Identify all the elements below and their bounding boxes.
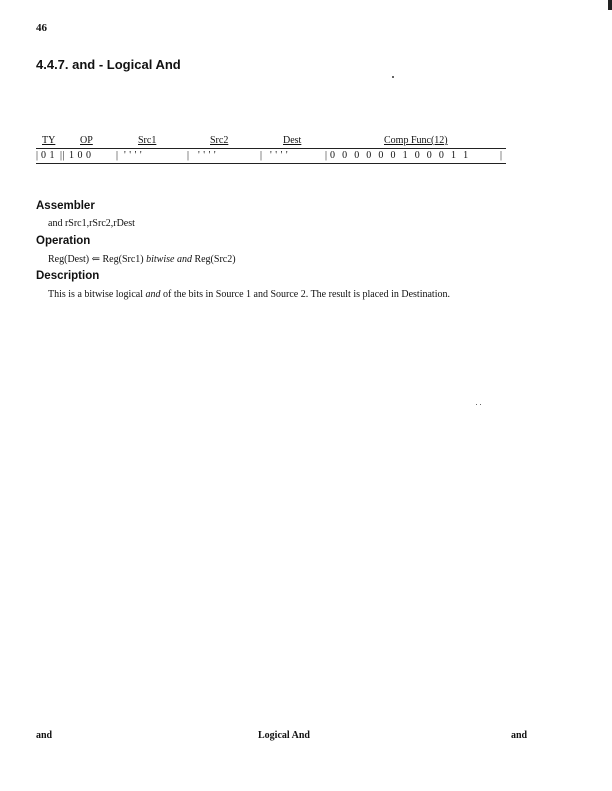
bits-src2: ' ' ' ' xyxy=(198,150,217,161)
bit-divider: | xyxy=(500,150,503,161)
scan-speck xyxy=(480,404,481,405)
section-title: 4.4.7. and - Logical And xyxy=(36,57,181,72)
bits-ty: 0 1 xyxy=(41,150,55,161)
page-number: 46 xyxy=(36,22,47,34)
description-heading: Description xyxy=(36,270,100,282)
operation-rhs-src2: Reg(Src2) xyxy=(194,254,236,265)
field-label-ty: TY xyxy=(42,135,56,146)
description-text xyxy=(48,289,450,300)
operation-lhs: Reg(Dest) xyxy=(48,254,90,265)
description-text-start: This is a bitwise logical xyxy=(48,289,143,300)
bits-src1: ' ' ' ' xyxy=(124,150,143,161)
description-text-end: of the bits in Source 1 and Source 2. The result is placed in Destination. xyxy=(163,289,450,300)
bits-comp-func: 0 0 0 0 0 0 1 0 0 0 1 1 xyxy=(330,150,471,161)
field-label-dest: Dest xyxy=(283,135,302,146)
bit-divider: | xyxy=(36,150,39,161)
field-label-src2: Src2 xyxy=(210,135,229,146)
bit-divider: | xyxy=(260,150,263,161)
operation-rhs-src1: Reg(Src1) xyxy=(102,254,144,265)
footer-left: and xyxy=(36,730,53,741)
bits-dest: ' ' ' ' xyxy=(270,150,289,161)
bit-row-underline xyxy=(36,163,506,164)
operation-bitwise-and: bitwise and xyxy=(146,254,192,265)
scan-edge-mark xyxy=(608,0,612,10)
operation-heading: Operation xyxy=(36,235,91,247)
field-label-src1: Src1 xyxy=(138,135,157,146)
bits-op: 1 0 0 xyxy=(69,150,92,161)
assembler-heading: Assembler xyxy=(36,200,95,212)
operation-expression xyxy=(48,254,236,265)
bit-divider: || xyxy=(60,150,66,161)
footer-center: Logical And xyxy=(258,730,310,741)
footer-right: and xyxy=(511,730,528,741)
field-label-op: OP xyxy=(80,135,93,146)
bit-divider: | xyxy=(187,150,190,161)
bit-divider: | xyxy=(116,150,119,161)
scan-speck xyxy=(476,404,477,405)
field-label-comp-func: Comp Func(12) xyxy=(384,135,448,146)
description-emphasis: and xyxy=(145,289,161,300)
scan-speck xyxy=(392,76,394,78)
field-label-rule xyxy=(36,148,506,149)
bit-divider: | xyxy=(325,150,328,161)
assign-arrow: ⇐ xyxy=(91,254,100,265)
assembler-syntax: and rSrc1,rSrc2,rDest xyxy=(48,218,135,229)
